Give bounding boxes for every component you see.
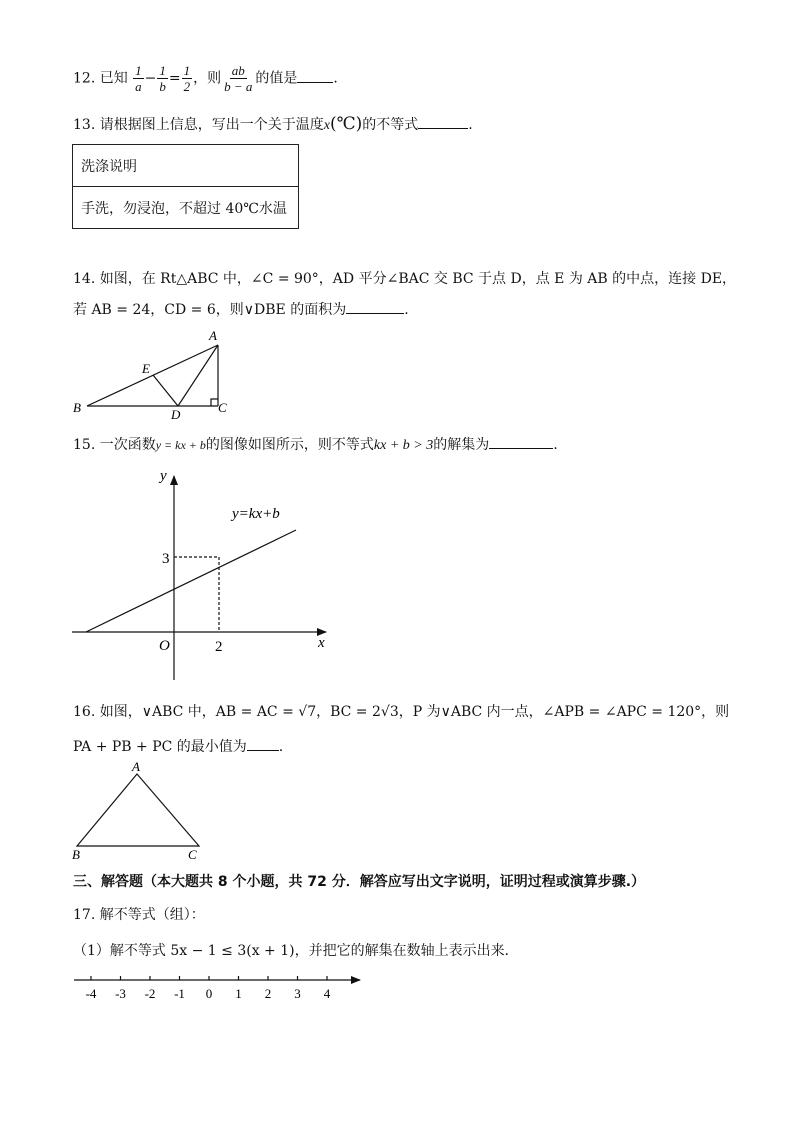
tick-label: -4 bbox=[85, 986, 97, 1001]
q12-intro: 已知 bbox=[99, 70, 128, 87]
label-c: C bbox=[218, 400, 227, 415]
q15-function-graph bbox=[66, 462, 346, 684]
section-3-heading: 三、解答题（本大题共 8 个小题，共 72 分．解答应写出文字说明，证明过程或演算步骤.） bbox=[73, 874, 646, 890]
q12-answer-blank[interactable] bbox=[297, 70, 333, 83]
q16-answer-blank[interactable] bbox=[247, 738, 279, 751]
label-d: D bbox=[171, 407, 181, 422]
tick-label: 0 bbox=[205, 986, 213, 1001]
q13-text: 请根据图上信息，写出一个关于温度 bbox=[99, 117, 324, 133]
label-a: A bbox=[132, 759, 140, 774]
q13-unit: (℃) bbox=[329, 114, 363, 134]
q13-line bbox=[73, 114, 473, 134]
q14-line-2 bbox=[73, 299, 409, 319]
q16-number: 16. bbox=[73, 704, 96, 720]
q16-text-2: PA + PB + PC 的最小值为 bbox=[73, 739, 247, 755]
q15-line bbox=[73, 434, 558, 454]
q12-fraction-4: $\frac{ab}{b - a}$ bbox=[224, 63, 253, 94]
number-line bbox=[70, 970, 370, 1004]
q13-end: . bbox=[468, 117, 473, 133]
q17-text: 解不等式（组）： bbox=[99, 907, 205, 923]
q17-line bbox=[73, 904, 205, 924]
label-c: C bbox=[188, 847, 197, 862]
q16-text-1: 如图，∨ABC 中，AB = AC = √7，BC = 2√3，P 为∨ABC 内一点，∠APB = ∠APC = 120°，则 bbox=[99, 704, 730, 720]
q14-triangle-figure bbox=[66, 326, 246, 424]
q17-number: 17. bbox=[73, 907, 96, 923]
q12-line bbox=[73, 63, 338, 94]
q12-end: . bbox=[333, 70, 338, 87]
tick-label: 2 bbox=[264, 986, 272, 1001]
q16-line-1 bbox=[73, 701, 729, 721]
tick-label: 4 bbox=[323, 986, 331, 1001]
q15-end: . bbox=[553, 437, 558, 453]
segment-de bbox=[153, 375, 178, 406]
right-angle-mark bbox=[211, 399, 218, 406]
q12-minus: − bbox=[144, 70, 157, 87]
tick-label: 1 bbox=[235, 986, 242, 1001]
q12-fraction-3: $\frac{1}{2}$ bbox=[183, 63, 191, 94]
q14-number: 14. bbox=[73, 271, 96, 287]
q15-number: 15. bbox=[73, 437, 96, 453]
triangle-abc bbox=[77, 774, 199, 846]
washing-instructions-table bbox=[72, 144, 299, 229]
x-tick-2: 2 bbox=[215, 639, 223, 655]
q15-text-b: 的图像如图所示，则不等式 bbox=[205, 437, 374, 453]
q15-inequality: kx + b > 3 bbox=[373, 438, 434, 453]
q12-tail: 的值是 bbox=[255, 70, 298, 87]
q17-part1: （1）解不等式 5x − 1 ≤ 3(x + 1)，并把它的解集在数轴上表示出来． bbox=[73, 943, 519, 959]
label-b: B bbox=[72, 847, 80, 862]
q14-text-1: 如图，在 Rt△ABC 中，∠C = 90°，AD 平分∠BAC 交 BC 于点 D，点 E 为 AB 的中点，连接 DE， bbox=[99, 271, 737, 287]
q14-line-1 bbox=[73, 268, 736, 288]
label-e: E bbox=[142, 361, 150, 376]
tick-label: -3 bbox=[115, 986, 126, 1001]
q12-fraction-1: $\frac{1}{a}$ bbox=[135, 63, 142, 94]
q16-end: . bbox=[278, 739, 284, 755]
q12-then: ，则 bbox=[193, 70, 222, 87]
tick-label: -1 bbox=[174, 986, 185, 1001]
line-label: y=kx+b bbox=[232, 506, 280, 522]
x-axis-label: x bbox=[318, 635, 325, 651]
q13-tail: 的不等式 bbox=[362, 117, 419, 133]
origin-label: O bbox=[159, 638, 170, 654]
function-line bbox=[86, 530, 296, 632]
q14-end: . bbox=[404, 302, 409, 318]
q12-number: 12. bbox=[73, 70, 96, 87]
y-tick-3: 3 bbox=[162, 551, 170, 567]
q13-answer-blank[interactable] bbox=[418, 116, 468, 129]
tick-label: 3 bbox=[294, 986, 301, 1001]
q15-text-c: 的解集为 bbox=[433, 437, 490, 453]
q12-equals: = bbox=[168, 70, 181, 87]
q15-answer-blank[interactable] bbox=[489, 436, 553, 449]
table-content-cell: 手洗，勿浸泡，不超过 40℃水温 bbox=[73, 187, 299, 229]
q13-var: x bbox=[323, 118, 330, 133]
table-header-cell: 洗涤说明 bbox=[73, 145, 299, 187]
y-axis-label: y bbox=[160, 468, 167, 484]
q12-fraction-2: $\frac{1}{b}$ bbox=[159, 63, 166, 94]
q13-number: 13. bbox=[73, 117, 96, 133]
q15-function: y = kx + b bbox=[155, 438, 206, 452]
label-b: B bbox=[73, 400, 81, 415]
q14-answer-blank[interactable] bbox=[346, 301, 404, 314]
label-a: A bbox=[209, 328, 217, 343]
q16-line-2 bbox=[73, 736, 283, 756]
q15-text-a: 一次函数 bbox=[99, 437, 156, 453]
q14-text-2: 若 AB = 24，CD = 6，则∨DBE 的面积为 bbox=[73, 302, 347, 318]
tick-label: -2 bbox=[144, 986, 156, 1001]
q16-triangle-figure bbox=[66, 758, 216, 864]
